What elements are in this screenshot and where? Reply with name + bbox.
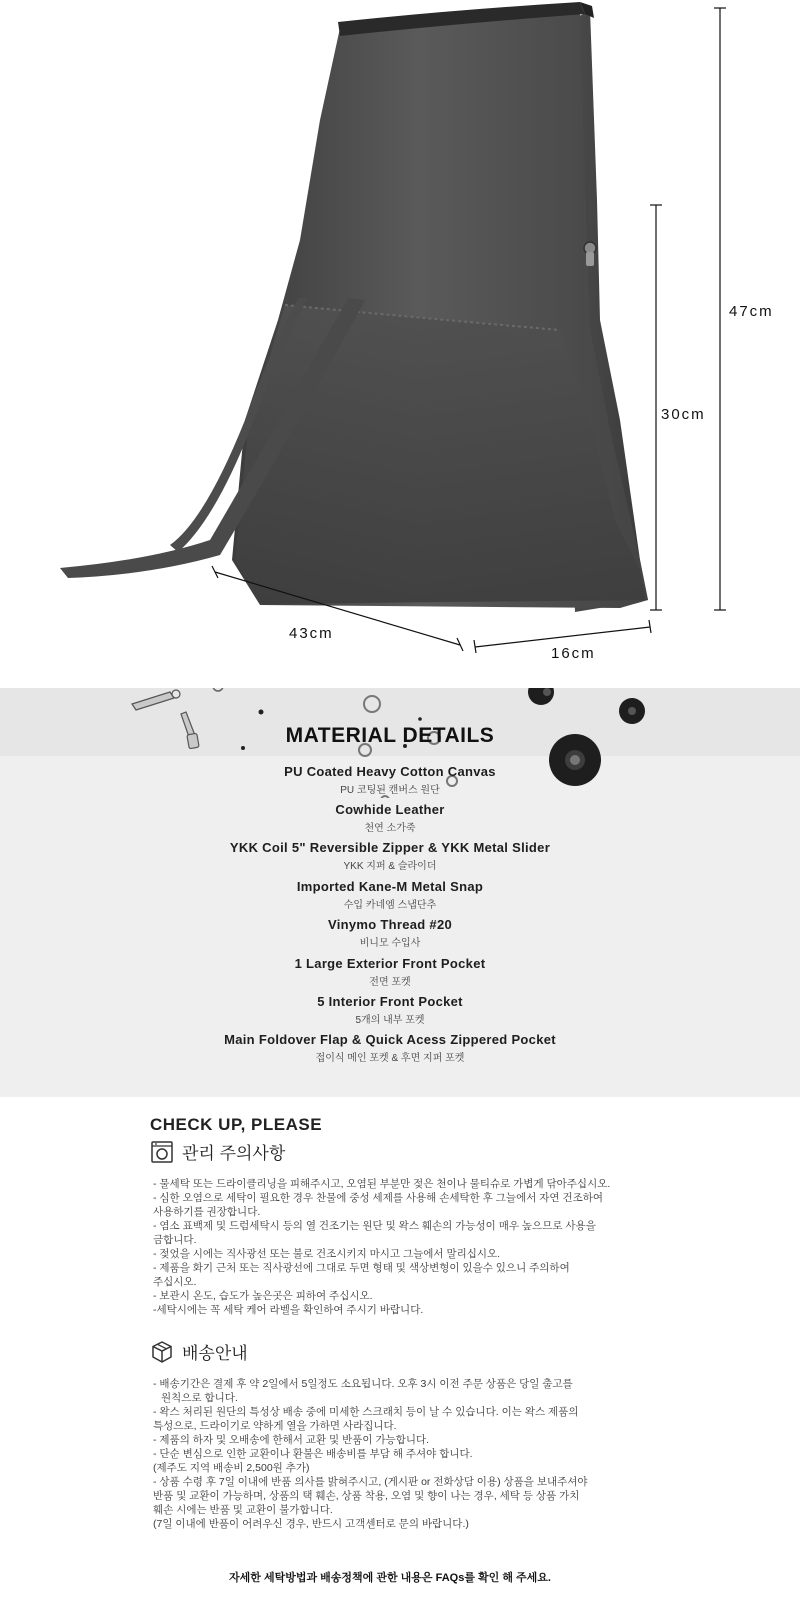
material-name-en: 1 Large Exterior Front Pocket <box>294 956 486 971</box>
material-details-section <box>0 688 800 1097</box>
width-label: 43cm <box>289 625 334 642</box>
material-item <box>0 994 780 1026</box>
material-name-ko: PU 코팅된 캔버스 원단 <box>340 785 440 796</box>
height-total-label: 47cm <box>729 303 774 320</box>
material-item <box>0 879 780 911</box>
material-name-en: Cowhide Leather <box>335 802 445 817</box>
care-notes <box>153 1177 653 1317</box>
material-name-ko: 접이식 메인 포켓 & 후면 지퍼 포켓 <box>315 1053 465 1064</box>
care-note-line: - 보관시 온도, 습도가 높은곳은 피하여 주십시오. <box>153 1290 373 1302</box>
material-name-ko: 천연 소가죽 <box>364 823 416 834</box>
shipping-note-line: - 왁스 처리된 원단의 특성상 배송 중에 미세한 스크래치 등이 날 수 있습니다. 이는 왁스 제품의 <box>153 1406 579 1418</box>
checkup-section <box>0 1097 800 1597</box>
care-note-line: 주십시오. <box>153 1276 197 1288</box>
material-name-en: Vinymo Thread #20 <box>327 917 453 932</box>
shipping-heading-text: 배송안내 <box>182 1344 248 1363</box>
material-item <box>0 1032 780 1064</box>
care-note-line: - 젖었을 시에는 직사광선 또는 불로 건조시키지 마시고 그늘에서 말리십시오. <box>153 1248 501 1260</box>
material-name-en: 5 Interior Front Pocket <box>317 994 463 1009</box>
care-heading-text: 관리 주의사항 <box>182 1144 286 1163</box>
shipping-note-line: (제주도 지역 배송비 2,500원 추가) <box>153 1462 310 1474</box>
product-image-section <box>0 0 800 688</box>
material-name-en: Main Foldover Flap & Quick Acess Zippered Pocket <box>224 1032 556 1047</box>
washing-machine-icon <box>150 1140 174 1164</box>
shipping-note-line: 반품 및 교환이 가능하며, 상품의 택 훼손, 상품 착용, 오염 및 향이 나는 경우, 세탁 등 상품 가치 <box>153 1490 580 1502</box>
depth-label: 16cm <box>551 645 596 662</box>
height-body-label: 30cm <box>661 406 706 423</box>
shipping-notes <box>153 1377 653 1531</box>
box-icon <box>150 1340 174 1364</box>
material-item <box>0 917 780 949</box>
material-name-ko: 전면 포켓 <box>369 977 411 988</box>
care-note-line: - 심한 오염으로 세탁이 필요한 경우 찬물에 중성 세제를 사용해 손세탁한 후 그늘에서 자연 건조하여 <box>153 1192 604 1204</box>
care-note-line: - 염소 표백제 및 드럼세탁시 등의 열 건조기는 원단 및 왁스 훼손의 가능성이 매우 높으므로 사용을 <box>153 1220 596 1232</box>
shipping-note-line: - 단순 변심으로 인한 교환이나 환불은 배송비를 부담 해 주셔야 합니다. <box>153 1448 473 1460</box>
material-name-en: PU Coated Heavy Cotton Canvas <box>284 764 496 779</box>
material-item <box>0 956 780 988</box>
care-note-line: 사용하기를 권장합니다. <box>153 1206 261 1218</box>
shipping-note-line: 특성으로, 드라이기로 약하게 열을 가하면 사라집니다. <box>153 1420 397 1432</box>
shipping-note-line: - 제품의 하자 및 오배송에 한해서 교환 및 반품이 가능합니다. <box>153 1434 430 1446</box>
material-name-ko: YKK 지퍼 & 슬라이더 <box>343 861 437 872</box>
shipping-heading <box>150 1339 248 1364</box>
material-name-ko: 수입 카네엠 스냅단추 <box>343 900 437 911</box>
shipping-note-line: - 상품 수령 후 7일 이내에 반품 의사를 밝혀주시고, (게시판 or 전화상담 이용) 상품을 보내주셔야 <box>153 1476 588 1488</box>
care-note-line: - 물세탁 또는 드라이클리닝을 피해주시고, 오염된 부분만 젖은 천이나 물티슈로 가볍게 닦아주십시오. <box>153 1178 611 1190</box>
faq-footer-note: 자세한 세탁방법과 배송정책에 관한 내용은 FAQs를 확인 해 주세요. <box>229 1572 551 1584</box>
material-item <box>0 802 780 834</box>
material-name-ko: 5개의 내부 포켓 <box>355 1015 425 1026</box>
shipping-note-line: 원칙으로 합니다. <box>161 1392 238 1404</box>
care-heading <box>150 1139 285 1164</box>
shipping-note-line: 훼손 시에는 반품 및 교환이 불가합니다. <box>153 1504 333 1516</box>
material-name-en: Imported Kane-M Metal Snap <box>296 879 484 894</box>
tote-bag-illustration <box>0 0 800 688</box>
shipping-note-line: (7일 이내에 반품이 어려우신 경우, 반드시 고객센터로 문의 바랍니다.) <box>153 1518 469 1530</box>
material-item <box>0 764 780 796</box>
material-name-en: YKK Coil 5" Reversible Zipper & YKK Metal Slider <box>229 840 551 855</box>
care-note-line: - 제품을 화기 근처 또는 직사광선에 그대로 두면 형태 및 색상변형이 있을수 있으니 주의하여 <box>153 1262 570 1274</box>
material-item <box>0 840 780 872</box>
shipping-note-line: - 배송기간은 결제 후 약 2일에서 5일정도 소요됩니다. 오후 3시 이전 주문 상품은 당일 출고를 <box>153 1378 573 1390</box>
care-note-line: 금합니다. <box>153 1234 197 1246</box>
checkup-title: CHECK UP, PLEASE <box>150 1115 323 1134</box>
material-name-ko: 비니모 수입사 <box>359 938 421 949</box>
care-note-line: -세탁시에는 꼭 세탁 케어 라벨을 확인하여 주시기 바랍니다. <box>153 1304 424 1316</box>
material-title: MATERIAL DETAILS <box>285 724 495 747</box>
